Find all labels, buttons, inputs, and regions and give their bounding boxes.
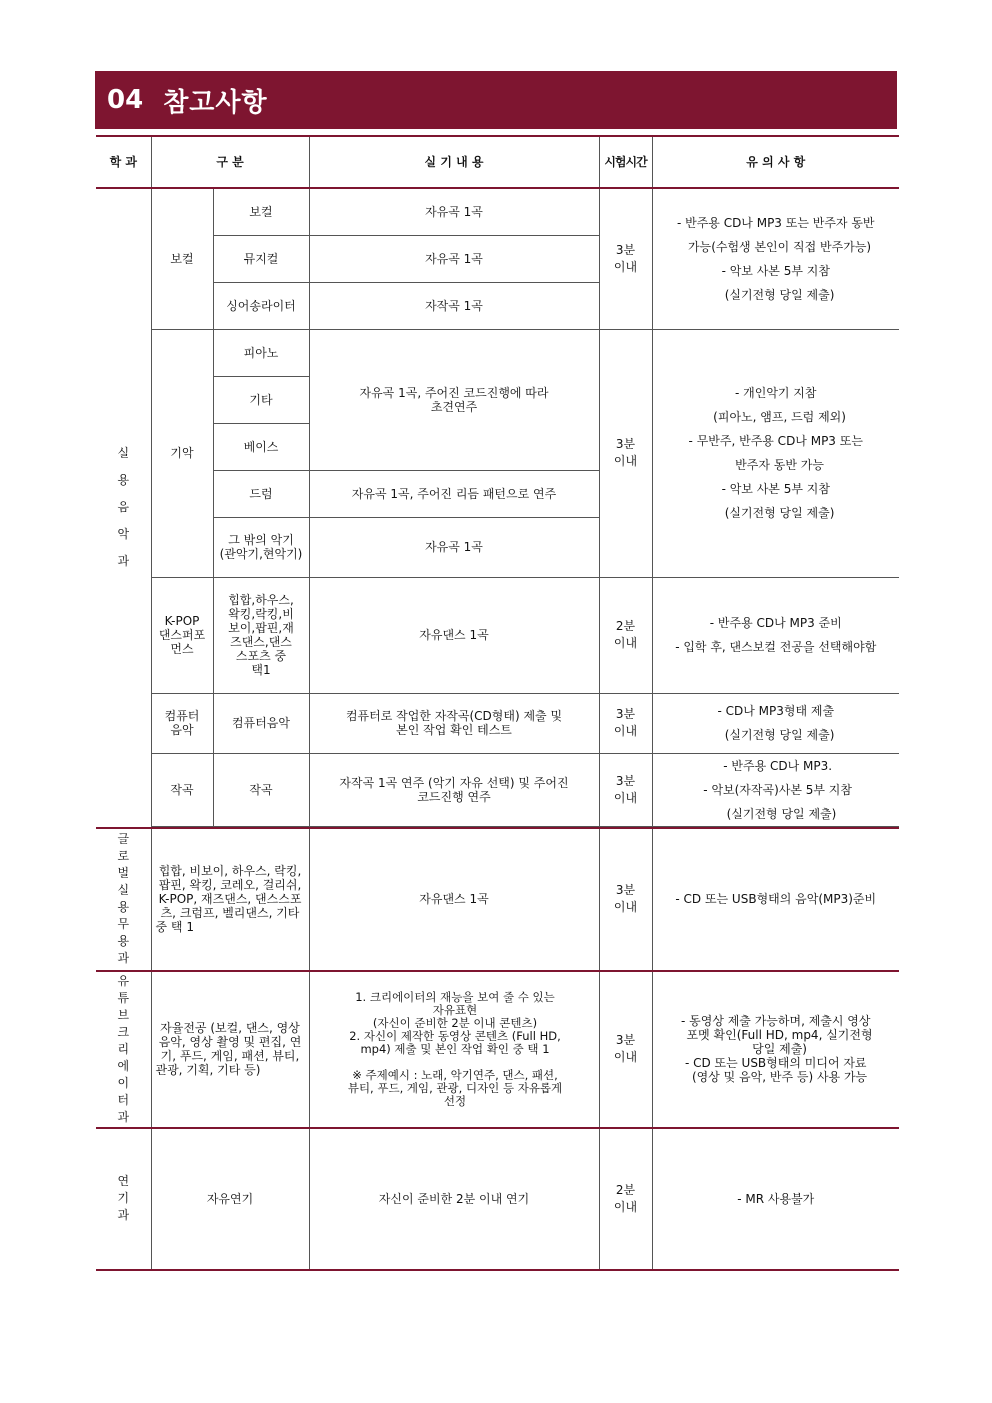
content-cell: 자유곡 1곡 <box>309 235 599 282</box>
notes-computer: - CD나 MP3형태 제출 (실기전형 당일 제출) <box>652 693 899 753</box>
division-kpop: K-POP 댄스퍼포 먼스 <box>151 577 213 693</box>
division-acting: 자유연기 <box>151 1128 309 1270</box>
content-cell: 자작곡 1곡 연주 (악기 자유 선택) 및 주어진 코드진행 연주 <box>309 753 599 826</box>
time-cell: 3분 이내 <box>599 693 652 753</box>
sub-division: 보컬 <box>213 188 309 235</box>
content-cell: 1. 크리에이터의 재능을 보여 줄 수 있는 자유표현 (자신이 준비한 2분 이내 콘텐츠) 2. 자신이 제작한 동영상 콘텐츠 (Full HD, mp4) 제출 및 본인 작업 확인 중 택 1 ※ 주제예시 : 노래, 악기연주, 댄스, 패션, 뷰티, 푸드, 게임, 관광, 디자인 등 자유롭게 선정 <box>309 971 599 1128</box>
section-title: 참고사항 <box>163 87 268 118</box>
dept-cell-practical-music <box>96 188 151 828</box>
notes-youtube: - 동영상 제출 가능하며, 제출시 영상 포멧 확인(Full HD, mp4, 실기전형 당일 제출) - CD 또는 USB형태의 미디어 자료 (영상 및 음악, 반주 등) 사용 가능 <box>652 971 899 1128</box>
sub-division: 컴퓨터음악 <box>213 693 309 753</box>
time-cell: 3분 이내 <box>599 329 652 577</box>
division-computer: 컴퓨터 음악 <box>151 693 213 753</box>
notes-instrument: - 개인악기 지참 (피아노, 앰프, 드럼 제외) - 무반주, 반주용 CD나 MP3 또는 반주자 동반 가능 - 악보 사본 5부 지참 (실기전형 당일 제출) <box>652 329 899 577</box>
table-row <box>96 1128 899 1270</box>
content-cell: 자유곡 1곡, 주어진 코드진행에 따라 초견연주 <box>309 329 599 470</box>
notes-composition: - 반주용 CD나 MP3. - 악보(자작곡)사본 5부 지참 (실기전형 당일 제출) <box>652 753 899 826</box>
division-composition: 작곡 <box>151 753 213 826</box>
notes-vocal: - 반주용 CD나 MP3 또는 반주자 동반 가능(수험생 본인이 직접 반주가능) - 악보 사본 5부 지참 (실기전형 당일 제출) <box>652 188 899 329</box>
header-division: 구 분 <box>151 136 309 188</box>
table-row <box>96 188 899 235</box>
section-banner <box>95 71 897 129</box>
division-global-dance: 힙합, 비보이, 하우스, 락킹, 팝핀, 왁킹, 코레오, 걸리쉬, K-POP, 재즈댄스, 댄스스포츠, 크럼프, 벨리댄스, 기타 중 택 1 <box>151 828 309 971</box>
sub-division: 베이스 <box>213 423 309 470</box>
division-youtube: 자율전공 (보컬, 댄스, 영상음악, 영상 촬영 및 편집, 연기, 푸드, 게임, 패션, 뷰티, 관광, 기획, 기타 등) <box>151 971 309 1128</box>
division-vocal: 보컬 <box>151 188 213 329</box>
content-cell: 자유곡 1곡, 주어진 리듬 패턴으로 연주 <box>309 470 599 517</box>
notes-global-dance: - CD 또는 USB형태의 음악(MP3)준비 <box>652 828 899 971</box>
content-cell: 컴퓨터로 작업한 자작곡(CD형태) 제출 및 본인 작업 확인 테스트 <box>309 693 599 753</box>
sub-division: 피아노 <box>213 329 309 376</box>
time-cell: 3분 이내 <box>599 971 652 1128</box>
table-row <box>96 577 899 693</box>
time-cell: 3분 이내 <box>599 753 652 826</box>
time-cell: 2분 이내 <box>599 577 652 693</box>
content-cell: 자유댄스 1곡 <box>309 828 599 971</box>
table-row <box>96 971 899 1128</box>
header-dept: 학 과 <box>96 136 151 188</box>
sub-division: 뮤지컬 <box>213 235 309 282</box>
dept-cell-youtube: 유튜브크리에이터과 <box>96 971 151 1128</box>
sub-division: 싱어송라이터 <box>213 282 309 329</box>
header-time: 시험시간 <box>599 136 652 188</box>
table-row <box>96 828 899 971</box>
header-content: 실 기 내 용 <box>309 136 599 188</box>
sub-division: 작곡 <box>213 753 309 826</box>
division-instrument: 기악 <box>151 329 213 577</box>
dept-cell-acting: 연기과 <box>96 1128 151 1270</box>
dept-cell-global-dance: 글로벌실용무용과 <box>96 828 151 971</box>
sub-division: 드럼 <box>213 470 309 517</box>
time-cell: 3분 이내 <box>599 188 652 329</box>
content-cell: 자작곡 1곡 <box>309 282 599 329</box>
reference-table <box>96 135 899 1271</box>
section-number: 04 <box>107 85 144 115</box>
content-cell: 자유댄스 1곡 <box>309 577 599 693</box>
table-row <box>96 693 899 753</box>
notes-kpop: - 반주용 CD나 MP3 준비 - 입학 후, 댄스보컬 전공을 선택해야함 <box>652 577 899 693</box>
notes-acting: - MR 사용불가 <box>652 1128 899 1270</box>
table-row <box>96 753 899 826</box>
sub-division: 힙합,하우스, 왁킹,락킹,비 보이,팝핀,재 즈댄스,댄스 스포츠 중 택1 <box>213 577 309 693</box>
sub-division: 그 밖의 악기 (관악기,현악기) <box>213 517 309 577</box>
time-cell: 2분 이내 <box>599 1128 652 1270</box>
content-cell: 자신이 준비한 2분 이내 연기 <box>309 1128 599 1270</box>
sub-division: 기타 <box>213 376 309 423</box>
header-row <box>96 136 899 188</box>
content-cell: 자유곡 1곡 <box>309 188 599 235</box>
content-cell: 자유곡 1곡 <box>309 517 599 577</box>
table-row <box>96 329 899 376</box>
time-cell: 3분 이내 <box>599 828 652 971</box>
dept-label: 실용음악과 <box>117 446 130 569</box>
header-notes: 유 의 사 항 <box>652 136 899 188</box>
